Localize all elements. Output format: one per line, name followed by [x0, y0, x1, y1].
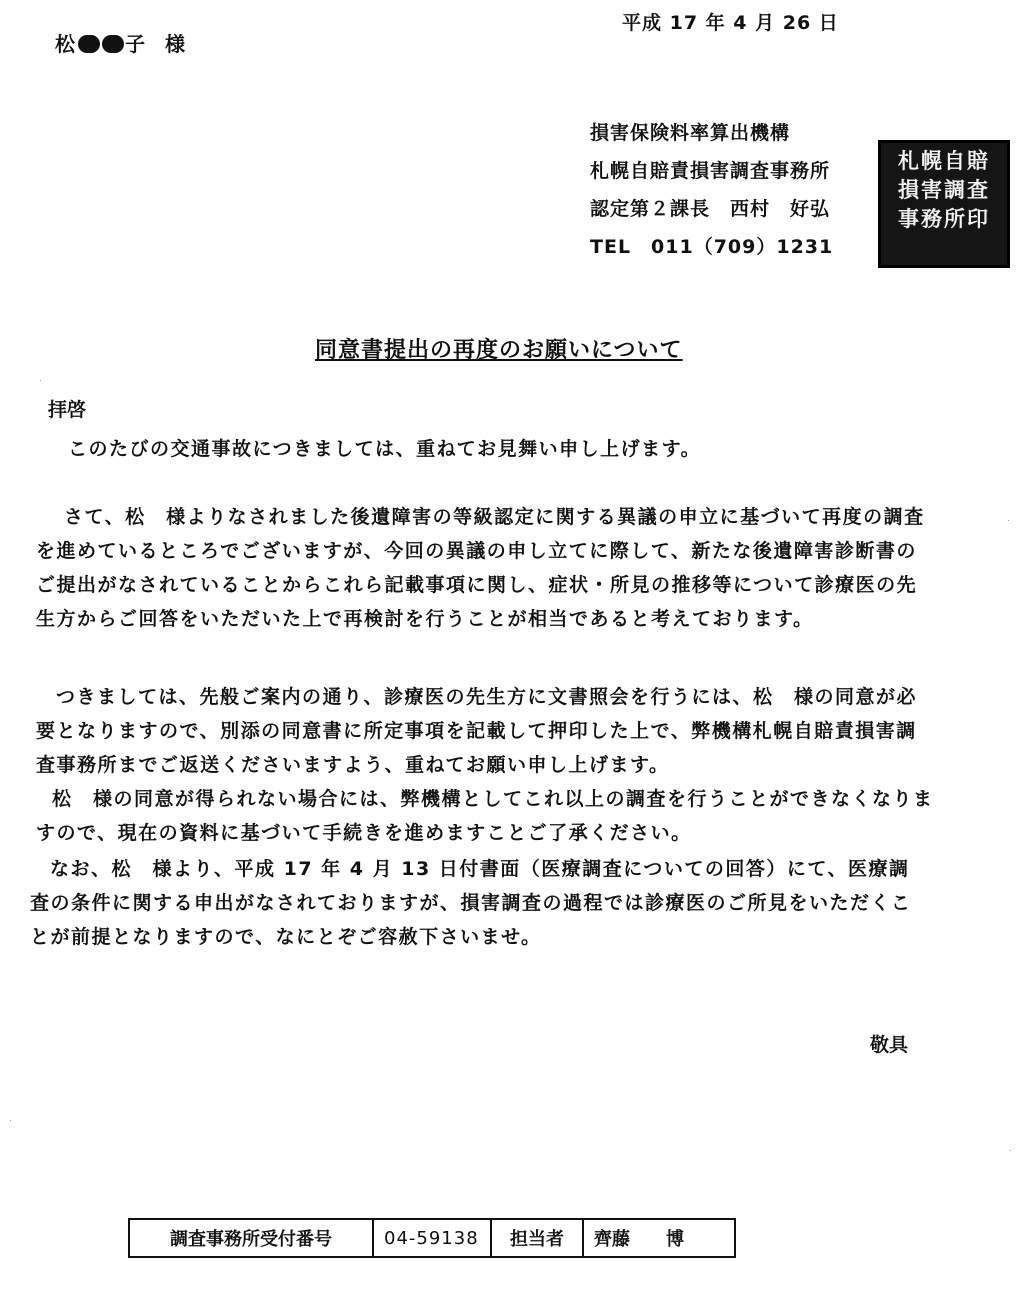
reception-number-value: 04-59138: [373, 1219, 491, 1257]
person-in-charge-label: 担当者: [491, 1219, 583, 1257]
sender-office: 札幌自賠責損害調査事務所: [590, 160, 831, 182]
scan-speck: [40, 380, 41, 381]
sender-position-name: 認定第２課長 西村 好弘: [590, 198, 831, 220]
scan-speck: [1008, 520, 1009, 521]
redaction-mark: [78, 35, 100, 53]
stamp-line: 損害調査: [898, 178, 990, 202]
redaction-mark: [102, 35, 124, 53]
body-paragraph: なお、松 様より、平成 17 年 4 月 13 日付書面（医療調査についての回答）にて、医療調査の条件に関する申出がなされておりますが、損害調査の過程では診療医のご所見をいただくことが前提となりますので、なにとぞご容赦下さいませ。: [30, 858, 912, 948]
recipient-honorific: 様: [164, 32, 187, 56]
body-paragraph: 松 様の同意が得られない場合には、弊機構としてこれ以上の調査を行うことができなくなりますので、現在の資料に基づいて手続きを進めますことご了承ください。: [36, 788, 934, 844]
recipient-line: [55, 28, 187, 57]
recipient-name-part2: 子: [125, 32, 147, 56]
person-in-charge-name: 齊藤 博: [583, 1219, 735, 1257]
scan-speck: [10, 1120, 11, 1121]
reception-number-label: 調査事務所受付番号: [129, 1219, 373, 1257]
body-paragraph: つきましては、先般ご案内の通り、診療医の先生方に文書照会を行うには、松 様の同意が必要となりますので、別添の同意書に所定事項を記載して押印した上で、弊機構札幌自賠責損害調査事務所までご返送くださいますよう、重ねてお願い申し上げます。: [36, 686, 918, 776]
recipient-name-part1: 松: [55, 32, 77, 56]
sender-tel: TEL 011（709）1231: [590, 236, 834, 258]
letter-closing: 敬具: [870, 1034, 909, 1056]
official-seal-stamp: [878, 140, 1010, 268]
letter-title: 同意書提出の再度のお願いについて: [315, 338, 683, 363]
sender-org: 損害保険料率算出機構: [590, 122, 791, 144]
reception-number-table: [128, 1218, 736, 1258]
body-paragraph: さて、松 様よりなされました後遺障害の等級認定に関する異議の申立に基づいて再度の調査を進めているところでございますが、今回の異議の申し立てに際して、新たな後遺障害診断書のご提出がなされていることからこれら記載事項に関し、症状・所見の推移等について診療医の先生方からご回答をいただいた上で再検討を行うことが相当であると考えております。: [36, 506, 925, 630]
letter-date: 平成 17 年 4 月 26 日: [622, 12, 839, 34]
scan-speck: [1010, 1150, 1011, 1151]
letter-opening: 拝啓: [48, 399, 87, 421]
stamp-line: 札幌自賠: [898, 149, 990, 173]
stamp-line: 事務所印: [898, 207, 990, 231]
body-paragraph: このたびの交通事故につきましては、重ねてお見舞い申し上げます。: [68, 438, 702, 460]
